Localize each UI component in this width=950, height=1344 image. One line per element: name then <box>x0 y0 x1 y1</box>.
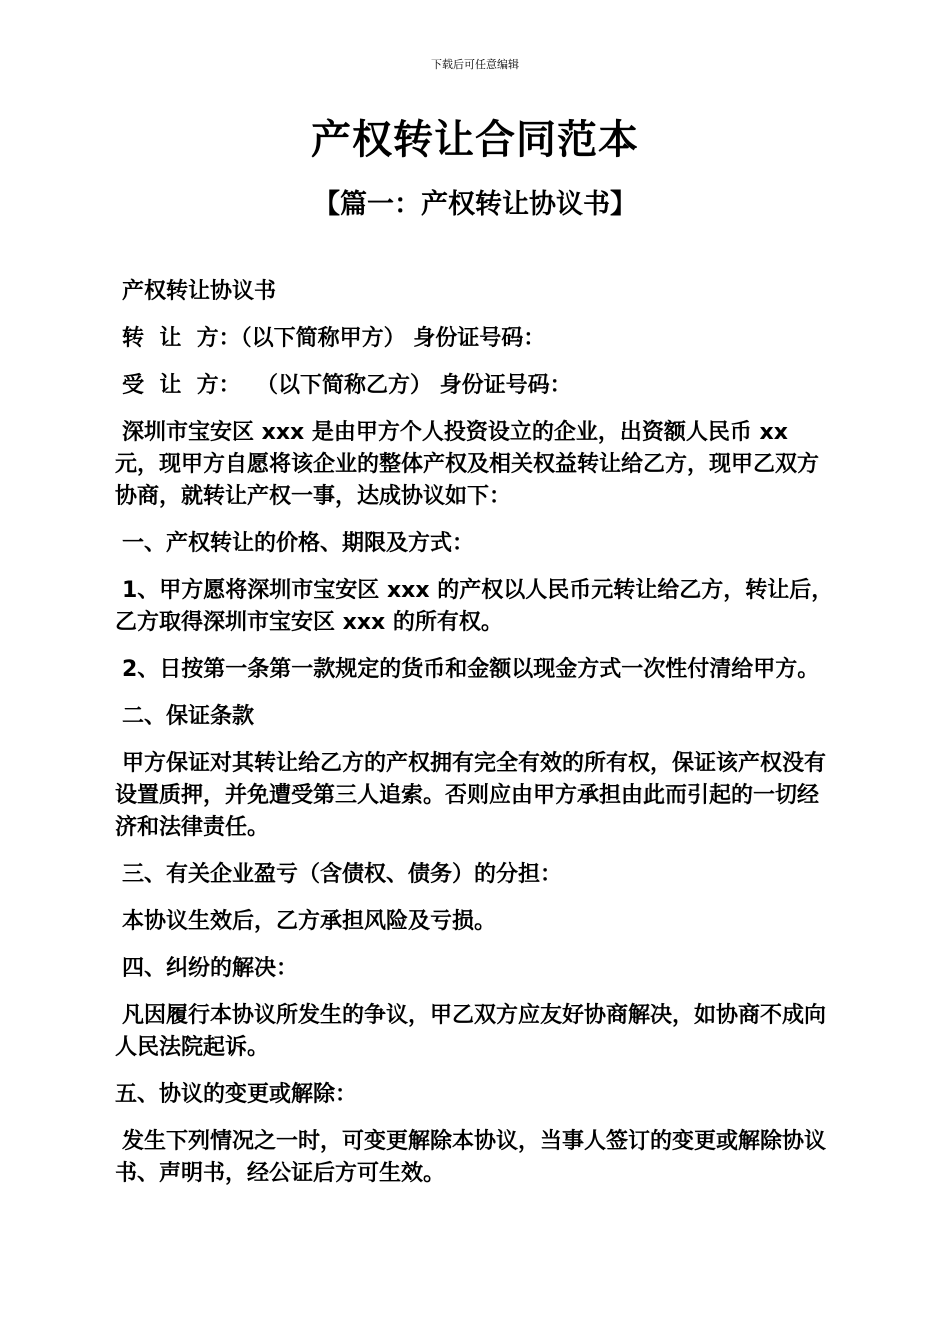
agreement-heading: 产权转让协议书 <box>122 279 277 304</box>
section-heading-modification: 五、协议的变更或解除： <box>115 1082 358 1107</box>
section-heading-guarantee: 二、保证条款 <box>122 704 255 729</box>
modification-paragraph: 发生下列情况之一时，可变更解除本协议，当事人签订的变更或解除协议书、声明书，经公证后方可生效。 <box>115 1129 827 1186</box>
transferee-line: 受 让 方： （以下简称乙方） 身份证号码： <box>122 373 572 398</box>
guarantee-paragraph: 甲方保证对其转让给乙方的产权拥有完全有效的所有权，保证该产权没有设置质押，并免遭受第三人追索。否则应由甲方承担由此而引起的一切经济和法律责任。 <box>115 751 827 840</box>
clause-1: 1、甲方愿将深圳市宝安区 xxx 的产权以人民币元转让给乙方，转让后，乙方取得深圳市宝安区 xxx 的所有权。 <box>115 578 834 635</box>
profit-loss-paragraph: 本协议生效后，乙方承担风险及亏损。 <box>122 909 497 934</box>
section-heading-price: 一、产权转让的价格、期限及方式： <box>122 531 475 556</box>
document-title: 产权转让合同范本 <box>311 117 639 163</box>
document-body <box>115 276 835 1205</box>
disputes-paragraph: 凡因履行本协议所发生的争议，甲乙双方应友好协商解决，如协商不成向人民法院起诉。 <box>115 1003 827 1060</box>
section-heading-disputes: 四、纠纷的解决： <box>122 956 299 981</box>
section-heading-profit-loss: 三、有关企业盈亏（含债权、债务）的分担： <box>122 862 563 887</box>
clause-2: 2、日按第一条第一款规定的货币和金额以现金方式一次性付清给甲方。 <box>122 657 820 682</box>
transferor-line: 转 让 方：（以下简称甲方） 身份证号码： <box>122 326 546 351</box>
document-subtitle: 【篇一：产权转让协议书】 <box>313 189 637 220</box>
preamble-paragraph: 深圳市宝安区 xxx 是由甲方个人投资设立的企业，出资额人民币 xx 元，现甲方自愿将该企业的整体产权及相关权益转让给乙方，现甲乙双方协商，就转让产权一事，达成协议如下： <box>115 420 820 509</box>
page-header-note: 下载后可任意编辑 <box>431 58 519 71</box>
